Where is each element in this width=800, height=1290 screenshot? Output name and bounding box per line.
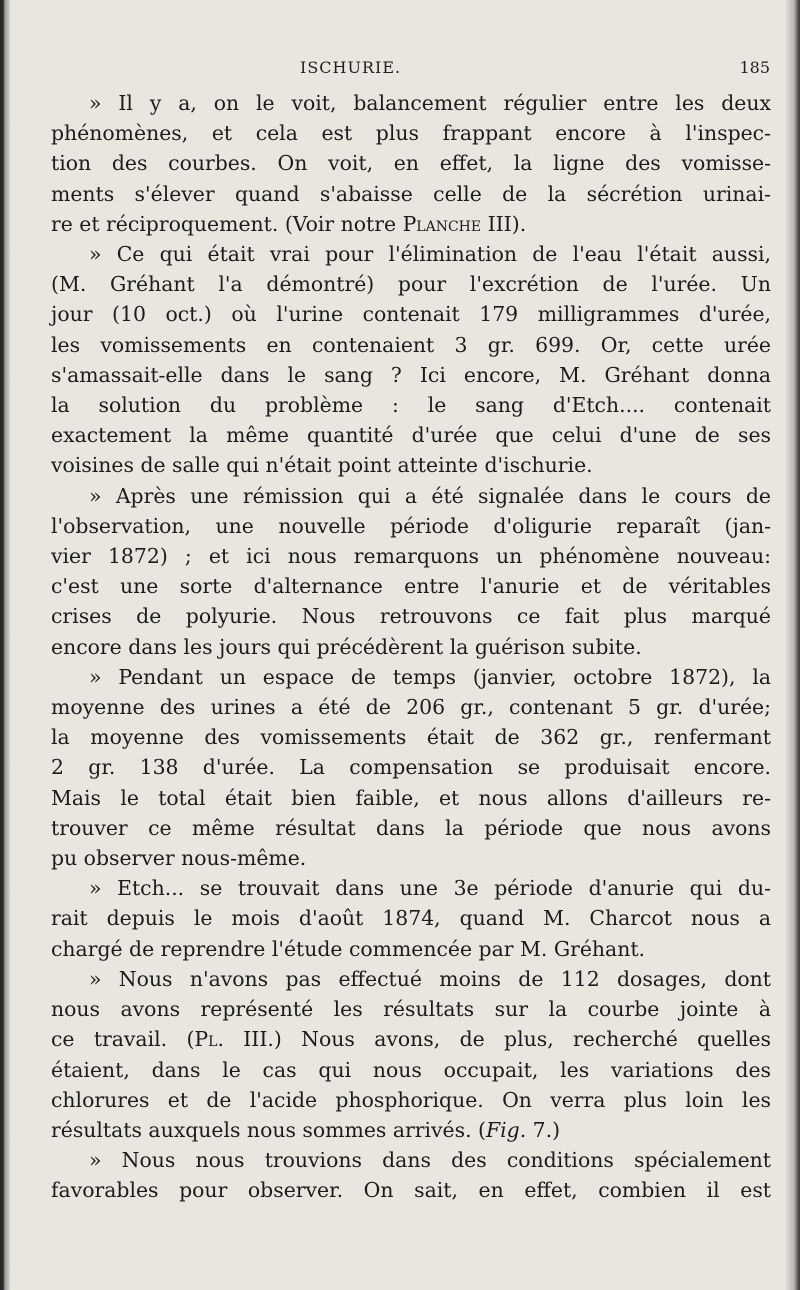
text-line xyxy=(51,1115,771,1145)
page-header xyxy=(110,58,770,84)
text-line: Mais le total était bien faible, et nous allons d'ailleurs re- xyxy=(51,785,771,810)
text-line: chargé de reprendre l'étude commencée par M. Gréhant. xyxy=(51,936,646,961)
running-title: ISCHURIE. xyxy=(300,58,402,77)
small-caps-text: Planche xyxy=(402,211,482,236)
italic-text: Fig. xyxy=(485,1117,527,1142)
text-line: l'observation, une nouvelle période d'oligurie reparaît (jan- xyxy=(51,513,771,538)
text-line: » Nous nous trouvions dans des conditions spécialement xyxy=(89,1148,771,1173)
text-line: chlorures et de l'acide phosphorique. On verra plus loin les xyxy=(51,1087,771,1112)
text-segment: résultats auxquels nous sommes arrivés. ( xyxy=(51,1117,486,1142)
text-line: » Pendant un espace de temps (janvier, octobre 1872), la xyxy=(89,664,771,689)
text-line: vier 1872) ; et ici nous remarquons un phénomène nouveau: xyxy=(51,544,771,569)
text-line: voisines de salle qui n'était point atteinte d'ischurie. xyxy=(51,453,593,478)
text-line: moyenne des urines a été de 206 gr., contenant 5 gr. d'urée; xyxy=(51,695,771,720)
text-segment: . III.) Nous avons, de plus, recherché quelles xyxy=(217,1027,771,1052)
text-line: c'est une sorte d'alternance entre l'anurie et de véritables xyxy=(51,574,771,599)
text-line: encore dans les jours qui précédèrent la guérison subite. xyxy=(51,634,642,659)
text-segment: re et réciproquement. (Voir notre xyxy=(51,211,403,236)
text-segment: III). xyxy=(481,211,527,236)
text-line: s'amassait-elle dans le sang ? Ici encore, M. Gréhant donna xyxy=(51,362,771,387)
text-line xyxy=(51,1024,771,1054)
text-line: trouver ce même résultat dans la période que nous avons xyxy=(51,815,771,840)
text-line: nous avons représenté les résultats sur la courbe jointe à xyxy=(51,997,771,1022)
page-right-edge xyxy=(786,0,800,1290)
text-line: 2 gr. 138 d'urée. La compensation se produisait encore. xyxy=(51,755,771,780)
text-line: pu observer nous-même. xyxy=(51,846,307,871)
page-left-edge xyxy=(0,0,10,1290)
text-line: » Nous n'avons pas effectué moins de 112 dosages, dont xyxy=(89,966,771,991)
text-segment: 7.) xyxy=(526,1117,561,1142)
text-line: la moyenne des vomissements était de 362 gr., renfermant xyxy=(51,725,771,750)
text-line: » Etch... se trouvait dans une 3e période d'anurie qui du- xyxy=(89,876,771,901)
text-line: crises de polyurie. Nous retrouvons ce fait plus marqué xyxy=(51,604,771,629)
text-line: la solution du problème : le sang d'Etch.... contenait xyxy=(51,393,771,418)
text-line: » Ce qui était vrai pour l'élimination de l'eau l'était aussi, xyxy=(89,242,771,267)
text-line: étaient, dans le cas qui nous occupait, les variations des xyxy=(51,1057,771,1082)
text-line: exactement la même quantité d'urée que celui d'une de ses xyxy=(51,423,771,448)
small-caps-text: Pl xyxy=(194,1027,218,1052)
text-line: ments s'élever quand s'abaisse celle de la sécrétion urinai- xyxy=(51,181,771,206)
page-number: 185 xyxy=(739,58,770,77)
text-line: » Après une rémission qui a été signalée dans le cours de xyxy=(89,483,771,508)
text-segment: ce travail. ( xyxy=(51,1027,195,1052)
text-line: jour (10 oct.) où l'urine contenait 179 milligrammes d'urée, xyxy=(51,302,771,327)
text-line: favorables pour observer. On sait, en effet, combien il est xyxy=(51,1178,771,1203)
text-line: phénomènes, et cela est plus frappant encore à l'inspec- xyxy=(51,121,771,146)
text-line: » Il y a, on le voit, balancement régulier entre les deux xyxy=(89,91,771,115)
text-line: (M. Gréhant l'a démontré) pour l'excrétion de l'urée. Un xyxy=(51,272,771,297)
text-line: tion des courbes. On voit, en effet, la ligne des vomisse- xyxy=(51,151,771,176)
text-line xyxy=(51,209,771,239)
text-line: rait depuis le mois d'août 1874, quand M. Charcot nous a xyxy=(51,906,771,931)
text-line: les vomissements en contenaient 3 gr. 699. Or, cette urée xyxy=(51,332,771,357)
body-text xyxy=(51,88,771,1206)
